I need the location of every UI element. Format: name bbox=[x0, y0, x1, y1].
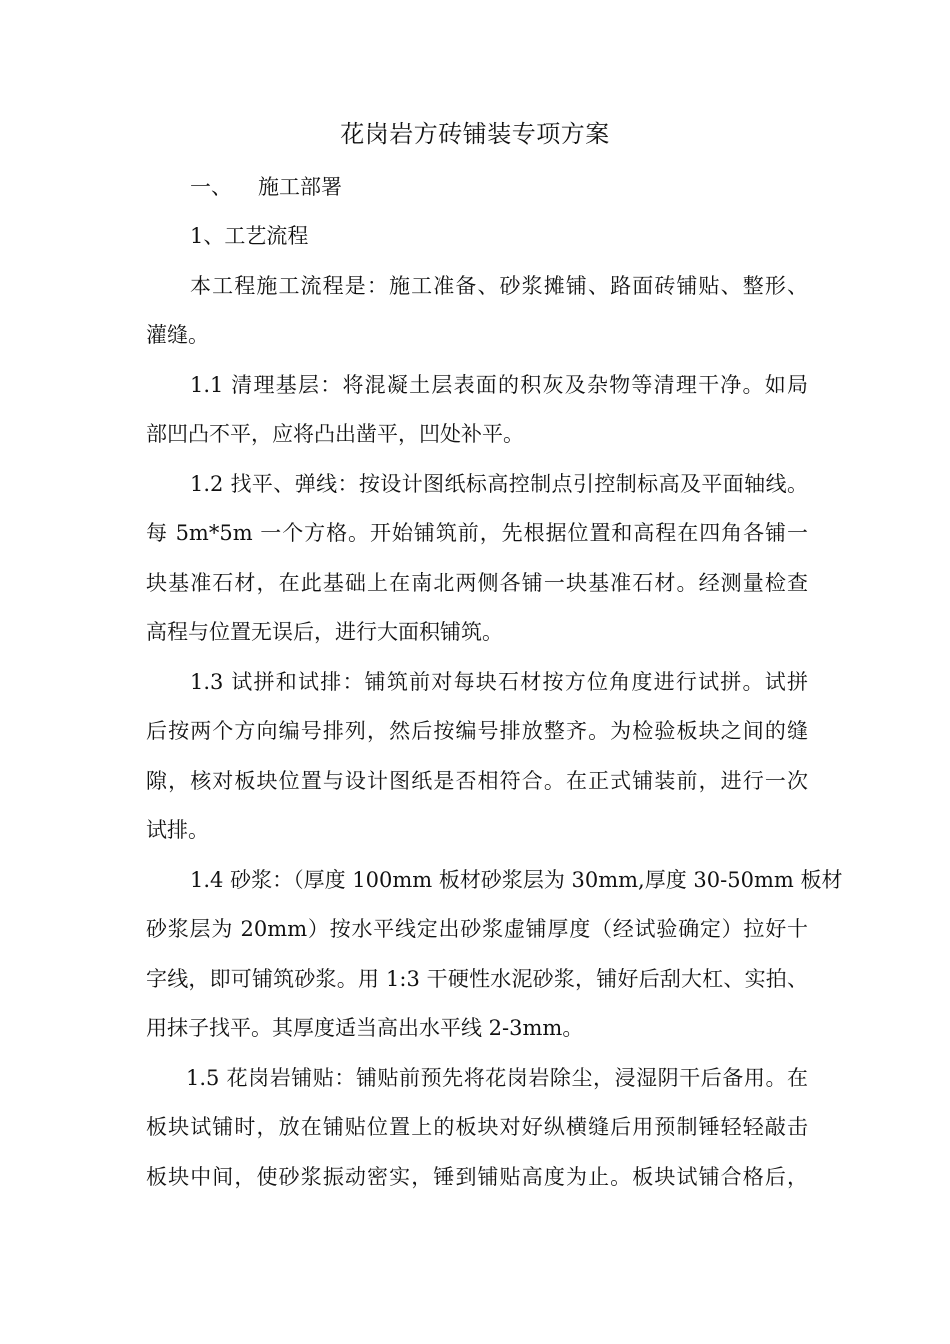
document-title: 花岗岩方砖铺装专项方案 bbox=[340, 120, 610, 148]
subsection-heading: 1、工艺流程 bbox=[190, 224, 309, 248]
paragraph-line: 砂浆层为 20mm）按水平线定出砂浆虚铺厚度（经试验确定）拉好十 bbox=[146, 917, 808, 941]
paragraph-line: 隙，核对板块位置与设计图纸是否相符合。在正式铺装前，进行一次 bbox=[146, 769, 808, 793]
section-heading bbox=[190, 172, 342, 202]
paragraph-line: 每 5m*5m 一个方格。开始铺筑前，先根据位置和高程在四角各铺一 bbox=[146, 521, 808, 545]
paragraph-line: 试排。 bbox=[146, 818, 209, 842]
paragraph-line: 字线，即可铺筑砂浆。用 1:3 干硬性水泥砂浆，铺好后刮大杠、实拍、 bbox=[146, 967, 808, 991]
paragraph-line: 1.1 清理基层：将混凝土层表面的积灰及杂物等清理干净。如局 bbox=[190, 373, 808, 397]
paragraph-line: 1.2 找平、弹线：按设计图纸标高控制点引控制标高及平面轴线。 bbox=[190, 472, 808, 496]
paragraph-line: 块基准石材，在此基础上在南北两侧各铺一块基准石材。经测量检查 bbox=[146, 571, 808, 595]
paragraph-line: 板块试铺时，放在铺贴位置上的板块对好纵横缝后用预制锤轻轻敲击 bbox=[146, 1115, 808, 1139]
section-number: 一、 bbox=[190, 175, 232, 199]
paragraph-line: 1.5 花岗岩铺贴：铺贴前预先将花岗岩除尘，浸湿阴干后备用。在 bbox=[186, 1066, 808, 1090]
paragraph-line: 用抹子找平。其厚度适当高出水平线 2-3mm。 bbox=[146, 1016, 584, 1040]
paragraph-line: 本工程施工流程是：施工准备、砂浆摊铺、路面砖铺贴、整形、 bbox=[190, 274, 808, 298]
paragraph-line: 高程与位置无误后，进行大面积铺筑。 bbox=[146, 620, 503, 644]
paragraph-line: 灌缝。 bbox=[146, 323, 209, 347]
paragraph-line: 后按两个方向编号排列，然后按编号排放整齐。为检验板块之间的缝 bbox=[146, 719, 808, 743]
section-label: 施工部署 bbox=[258, 175, 342, 199]
paragraph-line: 1.3 试拼和试排：铺筑前对每块石材按方位角度进行试拼。试拼 bbox=[190, 670, 808, 694]
paragraph-line: 部凹凸不平，应将凸出凿平，凹处补平。 bbox=[146, 422, 524, 446]
paragraph-line: 板块中间，使砂浆振动密实，锤到铺贴高度为止。板块试铺合格后， bbox=[146, 1165, 808, 1189]
paragraph-line: 1.4 砂浆：（厚度 100mm 板材砂浆层为 30mm,厚度 30-50mm 板材 bbox=[190, 868, 843, 892]
